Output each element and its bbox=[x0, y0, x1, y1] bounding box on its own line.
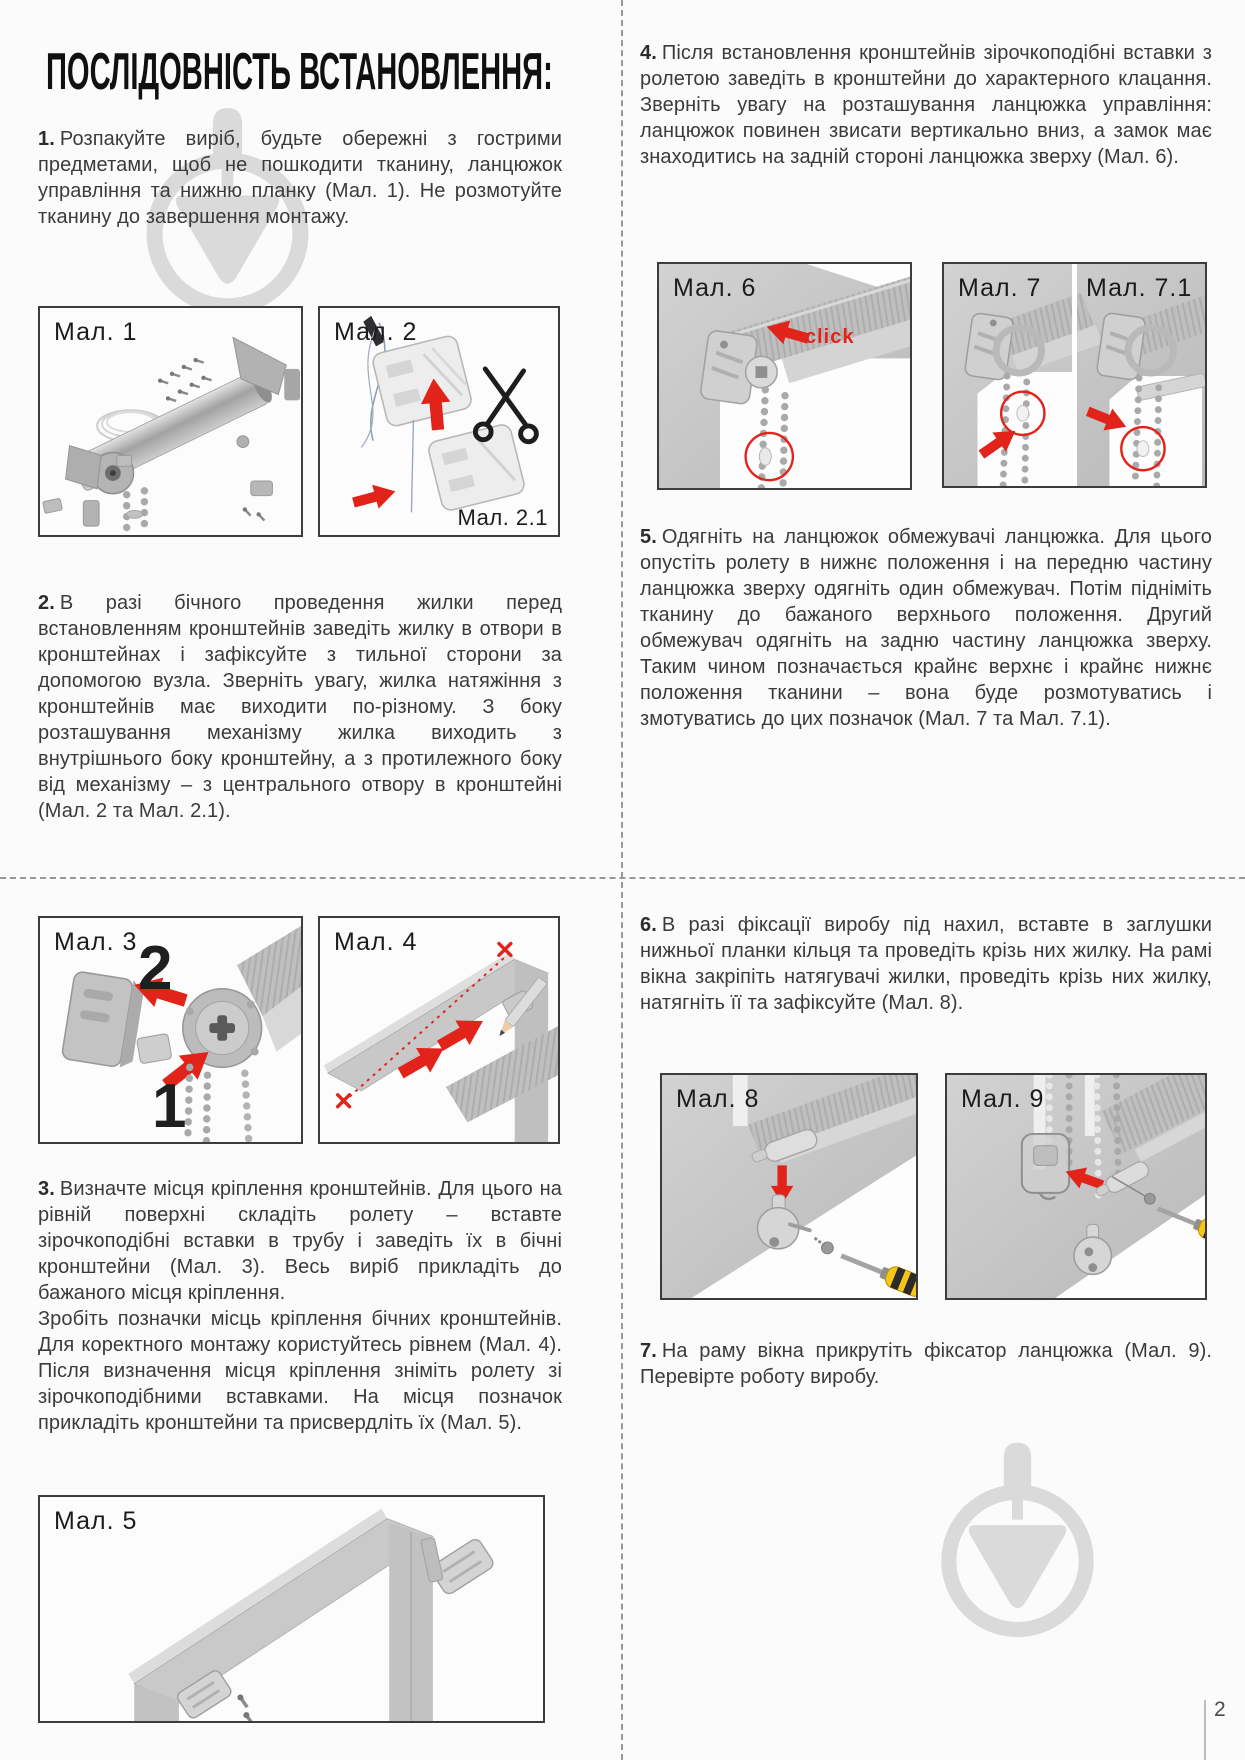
step-1-number: 1. bbox=[38, 128, 55, 150]
figure-1 bbox=[38, 306, 303, 537]
figure-2-label: Мал. 2 bbox=[334, 318, 418, 346]
figure-6 bbox=[657, 262, 912, 490]
step-7-text: На раму вікна прикрутіть фіксатор ланцюжка (Мал. 9). Перевірте роботу виробу. bbox=[640, 1340, 1212, 1388]
step-2 bbox=[38, 590, 562, 824]
figure-9 bbox=[945, 1073, 1207, 1300]
step-6-number: 6. bbox=[640, 914, 657, 936]
figure-3 bbox=[38, 916, 303, 1144]
figure-1-label: Мал. 1 bbox=[54, 318, 138, 346]
page-number: 2 bbox=[1214, 1698, 1226, 1721]
figure-3-step2-numeral: 2 bbox=[138, 934, 173, 1003]
page-title: ПОСЛІДОВНІСТЬ ВСТАНОВЛЕННЯ: bbox=[46, 43, 553, 101]
step-3-number: 3. bbox=[38, 1178, 55, 1200]
figure-7-label: Мал. 7 bbox=[958, 274, 1042, 302]
figure-5 bbox=[38, 1495, 545, 1723]
figure-6-label: Мал. 6 bbox=[673, 274, 757, 302]
step-4-text: Після встановлення кронштейнів зірочкоподібні вставки з ролетою заведіть в кронштейни до характерного клацання. Зверніть увагу на розташування ланцюжка управління: ланцюжок повинен звисати вертикально вниз, а замок має знаходитись на задній стороні ланцюжка зверху (Мал. 6). bbox=[640, 42, 1212, 168]
step-5-number: 5. bbox=[640, 526, 657, 548]
step-3 bbox=[38, 1176, 562, 1306]
click-label: click bbox=[805, 326, 855, 348]
column-divider-dashed bbox=[621, 0, 623, 1760]
step-3-text: Визначте місця кріплення кронштейнів. Для цього на рівній поверхні складіть ролету – вставте зірочкоподібні вставки в трубу і заведіть їх в бічні кронштейни (Мал. 3). Весь виріб прикладіть до бажаного місця кріплення. bbox=[38, 1178, 562, 1304]
clip-insert-icon bbox=[137, 1033, 172, 1064]
step-3-text2: Зробіть позначки місць кріплення бічних кронштейнів. Для коректного монтажу користуйтесь рівнем (Мал. 4). Після визначення місця кріплення зніміть ролету зі зірочкоподібними вставками. На місця позначок прикладіть кронштейни та присвердліть їх (Мал. 5). bbox=[38, 1308, 562, 1434]
figure-4-label: Мал. 4 bbox=[334, 928, 418, 956]
figure-2-1-label: Мал. 2.1 bbox=[457, 505, 548, 530]
figure-2 bbox=[318, 306, 560, 537]
chain-tensioner-icon bbox=[1022, 1134, 1069, 1199]
figure-3-label: Мал. 3 bbox=[54, 928, 138, 956]
chain-stopper-icon bbox=[1137, 441, 1149, 457]
figure-7-group bbox=[942, 262, 1207, 488]
step-7 bbox=[640, 1338, 1212, 1390]
step-3-continued bbox=[38, 1306, 562, 1436]
figure-9-label: Мал. 9 bbox=[961, 1085, 1045, 1113]
step-4 bbox=[640, 40, 1212, 170]
page-number-divider bbox=[1204, 1700, 1206, 1760]
chain-stopper-icon bbox=[1017, 405, 1029, 421]
step-6 bbox=[640, 912, 1212, 1016]
step-2-text: В разі бічного проведення жилки перед встановленням кронштейнів заведіть жилку в отвори в кронштейнах і зафіксуйте з тильної сторони за допомогою вузла. Зверніть увагу, жилка натяжіння з кронштейнів має виходити по-різному. З боку розташування механізму жилка виходить з внутрішнього боку кронштейну, а з протилежного боку від механізму – з центрального отвору в кронштейні (Мал. 2 та Мал. 2.1). bbox=[38, 592, 562, 822]
figure-4 bbox=[318, 916, 560, 1144]
bead-chain-icon bbox=[206, 1075, 207, 1142]
step-6-text: В разі фіксації виробу під нахил, вставте в заглушки нижньої планки кільця та проведіть крізь них жилку. На рамі вікна закріпіть натягувачі жилки, проведіть крізь них жилку, натягніть її та зафіксуйте (Мал. 8). bbox=[640, 914, 1212, 1014]
row-divider-dashed bbox=[0, 877, 1245, 879]
figure-8-label: Мал. 8 bbox=[676, 1085, 760, 1113]
step-5 bbox=[640, 524, 1212, 732]
figure-5-label: Мал. 5 bbox=[54, 1507, 138, 1535]
step-5-text: Одягніть на ланцюжок обмежувачі ланцюжка. Для цього опустіть ролету в нижнє положення і на передню частину ланцюжка зверху одягніть один обмежувач. Потім підніміть тканину до бажаного верхнього положення. Другий обмежувач одягніть на задню частину ланцюжка зверху. Таким чином позначається крайнє верхнє і крайнє нижнє положення тканини – вона буде розмотуватись і змотуватись до цих позначок (Мал. 7 та Мал. 7.1). bbox=[640, 526, 1212, 730]
figure-7-1-label: Мал. 7.1 bbox=[1086, 274, 1193, 302]
brand-plumb-watermark-icon bbox=[935, 1440, 1100, 1646]
step-1 bbox=[38, 126, 562, 230]
bracket-icon bbox=[61, 971, 145, 1069]
chain-lock-icon bbox=[759, 448, 771, 466]
figure-8 bbox=[660, 1073, 918, 1300]
step-4-number: 4. bbox=[640, 42, 657, 64]
figure-3-step1-numeral: 1 bbox=[152, 1072, 187, 1141]
step-1-text: Розпакуйте виріб, будьте обережні з гострими предметами, щоб не пошкодити тканину, ланцюжок управління та нижню планку (Мал. 1). Не розмотуйте тканину до завершення монтажу. bbox=[38, 128, 562, 228]
step-7-number: 7. bbox=[640, 1340, 657, 1362]
step-2-number: 2. bbox=[38, 592, 55, 614]
